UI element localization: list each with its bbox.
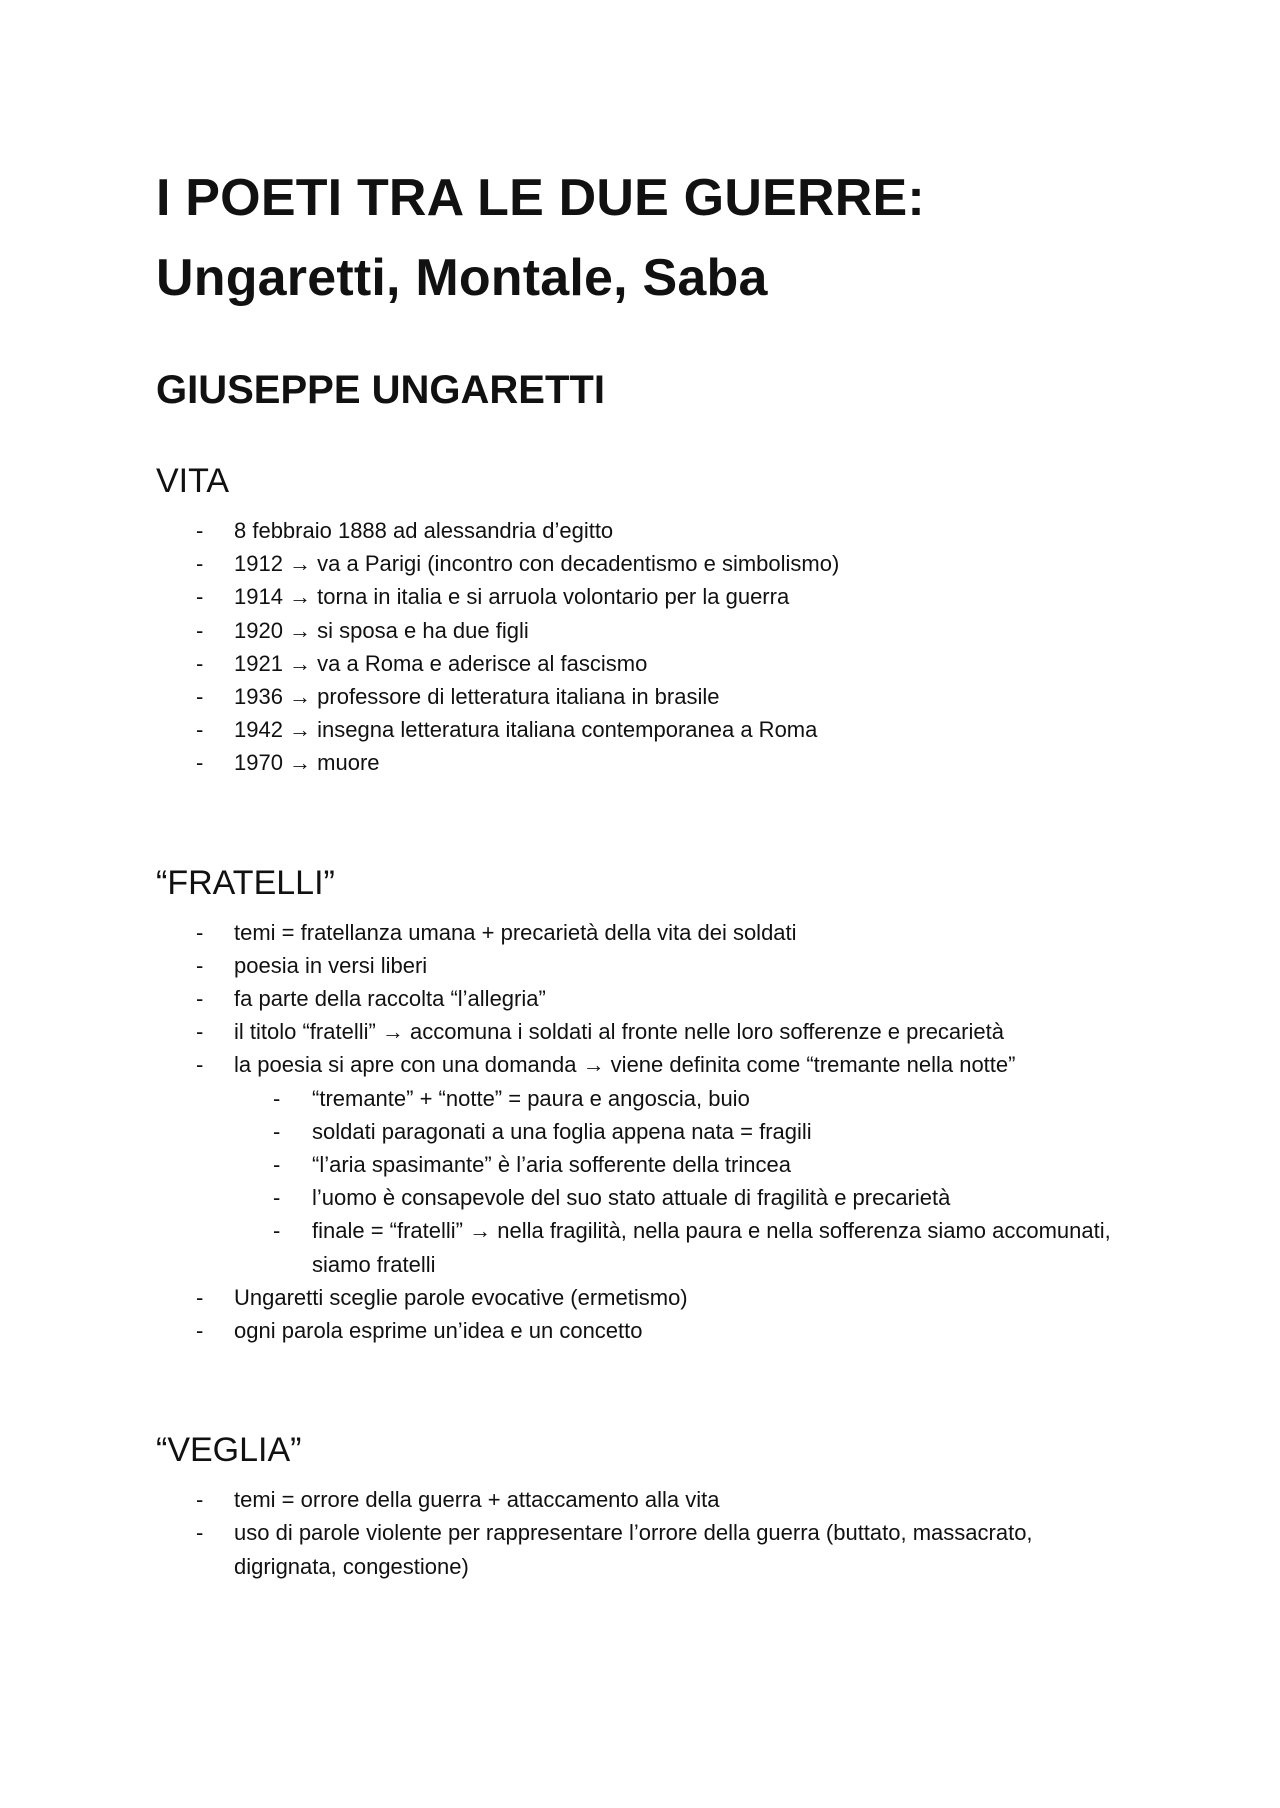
fratelli-list (156, 916, 1136, 1082)
list-item: - temi = fratellanza umana + precarietà della vita dei soldati (156, 916, 1136, 949)
section-heading-vita: VITA (156, 462, 230, 500)
list-item: - il titolo “fratelli” → accomuna i soldati al fronte nelle loro sofferenze e precarietà (156, 1015, 1136, 1048)
list-item: - 1912 → va a Parigi (incontro con decadentismo e simbolismo) (156, 547, 1136, 580)
list-item: - 1936 → professore di letteratura italiana in brasile (156, 680, 1136, 713)
list-item: - 1970 → muore (156, 746, 1136, 779)
list-item: - 1920 → si sposa e ha due figli (156, 614, 1136, 647)
list-item: - la poesia si apre con una domanda → viene definita come “tremante nella notte” (156, 1048, 1136, 1081)
section-vita (156, 458, 1136, 780)
veglia-list (156, 1483, 1136, 1583)
title-line-2: Ungaretti, Montale, Saba (156, 249, 768, 307)
list-item: - Ungaretti sceglie parole evocative (ermetismo) (156, 1281, 1136, 1314)
fratelli-sub-list (156, 1082, 1136, 1281)
list-item: - 8 febbraio 1888 ad alessandria d’egitto (156, 514, 1136, 547)
list-item: - ogni parola esprime un’idea e un concetto (156, 1314, 1136, 1347)
sub-list-item: - “tremante” + “notte” = paura e angoscia, buio (156, 1082, 1136, 1115)
section-fratelli (156, 860, 1136, 1348)
section-heading-fratelli: “FRATELLI” (156, 863, 335, 902)
title-line-1: I POETI TRA LE DUE GUERRE: (156, 169, 925, 227)
sub-list-item: - l’uomo è consapevole del suo stato attuale di fragilità e precarietà (156, 1181, 1136, 1214)
sub-list-item: - “l’aria spasimante” è l’aria sofferente della trincea (156, 1148, 1136, 1181)
list-item: - 1942 → insegna letteratura italiana contemporanea a Roma (156, 713, 1136, 746)
document-page (156, 158, 1136, 1583)
fratelli-list-continued (156, 1281, 1136, 1347)
section-heading-veglia: “VEGLIA” (156, 1431, 302, 1470)
list-item: - poesia in versi liberi (156, 949, 1136, 982)
list-item: - uso di parole violente per rappresentare l’orrore della guerra (buttato, massacrato, digrignata, congestione) (156, 1516, 1136, 1582)
list-item: - 1914 → torna in italia e si arruola volontario per la guerra (156, 580, 1136, 613)
sub-list-item: - finale = “fratelli” → nella fragilità, nella paura e nella sofferenza siamo accomunati, siamo fratelli (156, 1214, 1136, 1280)
list-item: - fa parte della raccolta “l’allegria” (156, 982, 1136, 1015)
list-item: - 1921 → va a Roma e aderisce al fascismo (156, 647, 1136, 680)
document-title (156, 158, 1136, 318)
list-item: - temi = orrore della guerra + attaccamento alla vita (156, 1483, 1136, 1516)
author-heading: GIUSEPPE UNGARETTI (156, 368, 605, 412)
sub-list-item: - soldati paragonati a una foglia appena nata = fragili (156, 1115, 1136, 1148)
vita-list (156, 514, 1136, 780)
section-veglia (156, 1427, 1136, 1583)
